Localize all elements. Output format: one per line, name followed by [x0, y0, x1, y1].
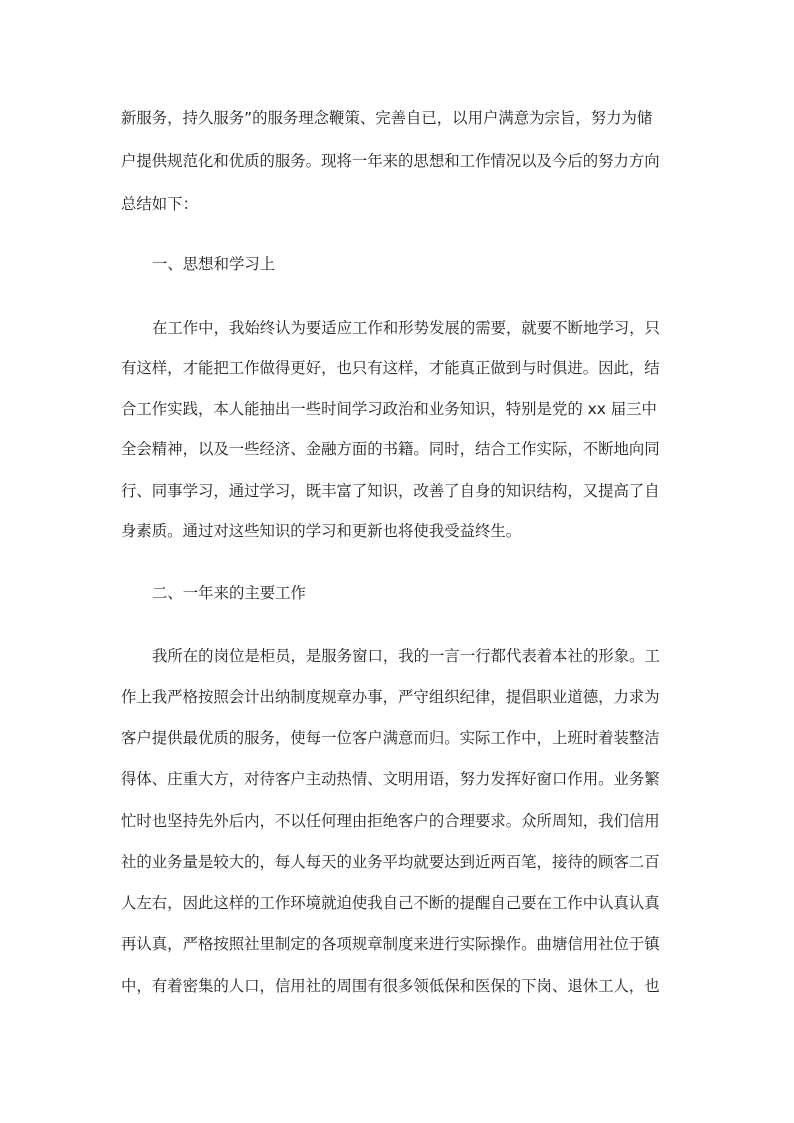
section-1-heading: 一、思想和学习上 — [152, 255, 276, 273]
intro-line: 总结如下： — [121, 195, 198, 213]
section-2-heading: 二、一年来的主要工作 — [152, 584, 306, 602]
paragraph-line: 得体、庄重大方，对待客户主动热情、文明用语，努力发挥好窗口作用。业务繁 — [121, 770, 660, 788]
paragraph-line: 作上我严格按照会计出纳制度规章办事，严守组织纪律，提倡职业道德，力求为 — [121, 688, 660, 706]
paragraph-line: 社的业务量是较大的，每人每天的业务平均就要达到近两百笔，接待的顾客二百 — [121, 853, 660, 871]
paragraph-line: 客户提供最优质的服务，使每一位客户满意而归。实际工作中，上班时着装整洁 — [121, 729, 660, 747]
paragraph-line: 人左右，因此这样的工作环境就迫使我自己不断的提醒自己要在工作中认真认真 — [121, 894, 660, 912]
paragraph-line: 我所在的岗位是柜员，是服务窗口，我的一言一行都代表着本社的形象。工 — [152, 647, 660, 665]
paragraph-line: 在工作中，我始终认为要适应工作和形势发展的需要，就要不断地学习，只 — [152, 319, 660, 337]
paragraph-line: 中，有着密集的人口，信用社的周围有很多领低保和医保的下岗、退休工人，也 — [121, 977, 660, 995]
paragraph-line: 再认真，严格按照社里制定的各项规章制度来进行实际操作。曲塘信用社位于镇 — [121, 935, 660, 953]
paragraph-line: 身素质。通过对这些知识的学习和更新也将使我受益终生。 — [121, 522, 522, 540]
intro-line: 户提供规范化和优质的服务。现将一年来的思想和工作情况以及今后的努力方向 — [121, 152, 660, 170]
paragraph-line: 忙时也坚持先外后内，不以任何理由拒绝客户的合理要求。众所周知，我们信用 — [121, 812, 660, 830]
paragraph-line: 全会精神，以及一些经济、金融方面的书籍。同时，结合工作实际，不断地向同 — [121, 440, 660, 458]
paragraph-line: 合工作实践，本人能抽出一些时间学习政治和业务知识，特别是党的 xx 届三中 — [121, 400, 657, 418]
intro-line: 新服务，持久服务”的服务理念鞭策、完善自已，以用户满意为宗旨，努力为储 — [121, 109, 653, 127]
paragraph-line: 行、同事学习，通过学习，既丰富了知识，改善了自身的知识结构，又提高了自 — [121, 482, 660, 500]
paragraph-line: 有这样，才能把工作做得更好，也只有这样，才能真正做到与时俱进。因此，结 — [121, 359, 660, 377]
